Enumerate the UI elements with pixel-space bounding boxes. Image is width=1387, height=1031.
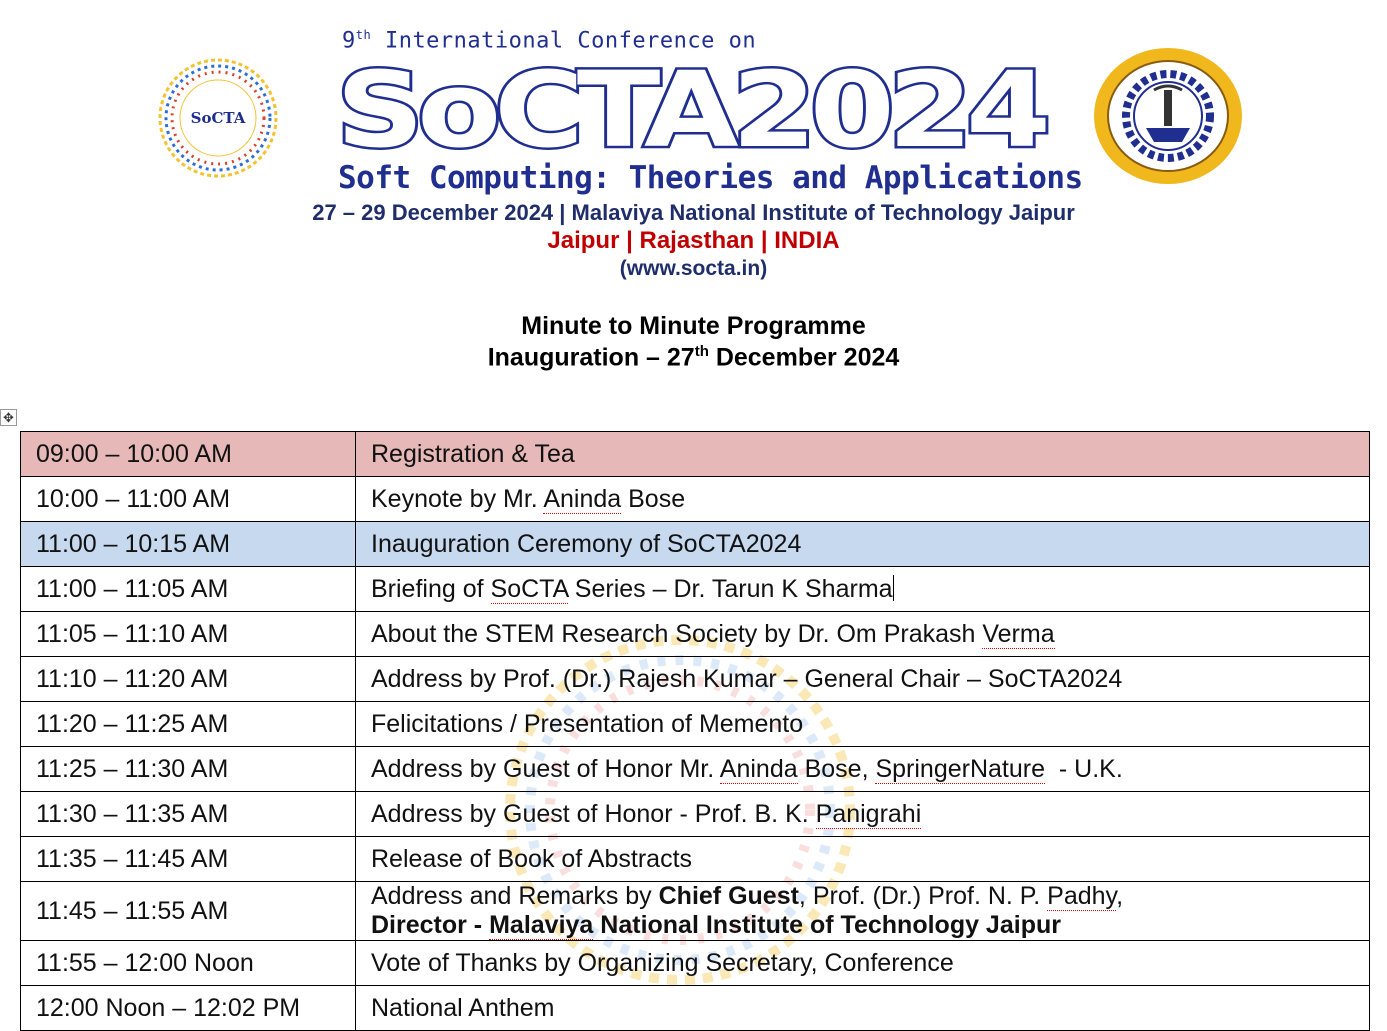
conference-edition: 9th International Conference on [342,28,757,54]
time-cell: 11:00 – 10:15 AM [21,522,356,567]
table-row [21,792,1370,837]
svg-text:SoCTA2024: SoCTA2024 [336,58,1046,162]
table-row [21,747,1370,792]
event-cell: Felicitations / Presentation of Memento [356,702,1370,747]
event-cell: Keynote by Mr. Aninda Bose [356,477,1370,522]
event-line-1: Address and Remarks by Chief Guest, Prof. (Dr.) Prof. N. P. Padhy, [371,882,1124,910]
time-cell: 11:20 – 11:25 AM [21,702,356,747]
time-cell: 12:00 Noon – 12:02 PM [21,986,356,1031]
event-cell [356,882,1370,941]
table-row [21,702,1370,747]
table-row [21,657,1370,702]
table-row [21,477,1370,522]
time-cell: 09:00 – 10:00 AM [21,432,356,477]
time-cell: 11:55 – 12:00 Noon [21,941,356,986]
event-cell: Vote of Thanks by Organizing Secretary, Conference [356,941,1370,986]
conference-subtitle: Soft Computing: Theories and Applications [338,160,1083,196]
time-cell: 11:35 – 11:45 AM [21,837,356,882]
text-cursor [893,575,894,601]
table-row [21,882,1370,941]
conference-location: Jaipur | Rajasthan | INDIA [547,227,840,254]
event-cell: Registration & Tea [356,432,1370,477]
conference-dates-venue: 27 – 29 December 2024 | Malaviya National Institute of Technology Jaipur [312,200,1075,225]
table-row [21,432,1370,477]
event-line-2: Director - Malaviya National Institute of Technology Jaipur [371,911,1061,939]
table-row [21,522,1370,567]
table-row [21,567,1370,612]
time-cell: 11:10 – 11:20 AM [21,657,356,702]
time-cell: 11:00 – 11:05 AM [21,567,356,612]
table-row [21,941,1370,986]
event-cell: Address by Prof. (Dr.) Rajesh Kumar – General Chair – SoCTA2024 [356,657,1370,702]
programme-title: Minute to Minute Programme [521,312,866,340]
table-row [21,837,1370,882]
socta-logo-text: SoCTA [190,109,246,127]
table-move-handle[interactable]: ✥ [0,409,17,426]
time-cell: 11:25 – 11:30 AM [21,747,356,792]
event-cell: Release of Book of Abstracts [356,837,1370,882]
event-cell: Address by Guest of Honor - Prof. B. K. Panigrahi [356,792,1370,837]
event-cell[interactable]: Briefing of SoCTA Series – Dr. Tarun K Sharma [356,567,1370,612]
schedule-table [20,431,1370,1031]
conference-website: (www.socta.in) [619,257,768,280]
time-cell: 11:45 – 11:55 AM [21,882,356,941]
conference-brand [330,58,1050,162]
event-cell: Inauguration Ceremony of SoCTA2024 [356,522,1370,567]
time-cell: 11:30 – 11:35 AM [21,792,356,837]
table-row [21,986,1370,1031]
inauguration-date: Inauguration – 27th December 2024 [487,343,900,372]
event-cell: National Anthem [356,986,1370,1031]
table-row [21,612,1370,657]
event-cell: Address by Guest of Honor Mr. Aninda Bose, SpringerNature - U.K. [356,747,1370,792]
socta-logo [146,52,291,184]
time-cell: 10:00 – 11:00 AM [21,477,356,522]
event-cell: About the STEM Research Society by Dr. Om Prakash Verma [356,612,1370,657]
time-cell: 11:05 – 11:10 AM [21,612,356,657]
mnit-logo [1092,46,1245,186]
